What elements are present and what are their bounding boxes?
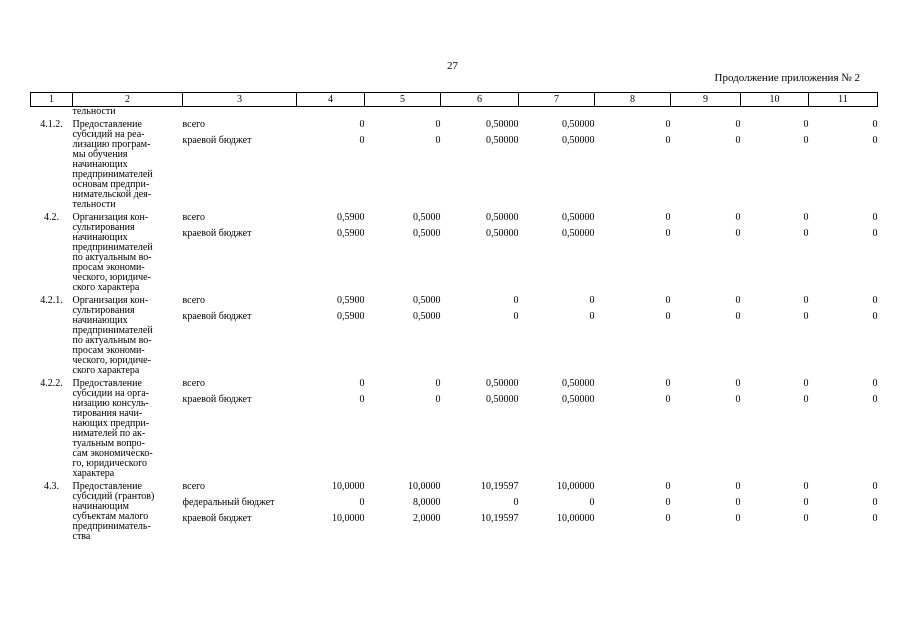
table-row [31, 213, 878, 229]
value-cell-col-5: 10,0000 [408, 481, 441, 492]
item-name-line: мы обучения [72, 149, 128, 160]
value-cell-col-5: 0 [435, 394, 441, 405]
item-name-line: сультирования [72, 305, 135, 316]
value-cell-col-10: 0 [803, 513, 809, 524]
item-name [73, 379, 183, 479]
value-cell-col-9: 0 [735, 513, 741, 524]
item-name-line: предпринимателей [72, 325, 153, 336]
value-cell-col-4: 0,5900 [337, 212, 365, 223]
column-header-11: 11 [809, 93, 878, 107]
page-number: 27 [447, 60, 458, 72]
value-cell-col-8: 0 [665, 394, 671, 405]
value-cell-col-10: 0 [803, 481, 809, 492]
item-name-line: предприниматель- [72, 521, 151, 532]
value-cell-col-8: 0 [665, 513, 671, 524]
item-name-line: характера [72, 468, 115, 479]
item-name-line: тельности [72, 199, 116, 210]
value-cell-col-4: 0 [359, 497, 365, 508]
column-header-7: 7 [519, 93, 595, 107]
value-cell-col-10: 0 [803, 295, 809, 306]
item-name-line: Предоставление [72, 481, 142, 492]
item-name [73, 213, 183, 293]
column-header-8: 8 [595, 93, 671, 107]
value-cell-col-7: 0,50000 [562, 394, 595, 405]
value-cell-col-7: 0,50000 [562, 212, 595, 223]
column-header-6: 6 [441, 93, 519, 107]
value-cell-col-11: 0 [872, 481, 878, 492]
value-cell-col-9: 0 [735, 481, 741, 492]
item-name-line: нимателей по ак- [72, 428, 146, 439]
value-cell-col-6: 0,50000 [486, 228, 519, 239]
item-name-line: ческого, юридиче- [72, 272, 151, 283]
item-name-line: лизацию програм- [72, 139, 151, 150]
value-cell-col-9: 0 [735, 394, 741, 405]
item-name-line: ческого, юридиче- [72, 355, 151, 366]
column-header-5: 5 [365, 93, 441, 107]
appendix-continuation-title: Продолжение приложения № 2 [714, 72, 860, 84]
item-name-line: начинающих [72, 232, 128, 243]
value-cell-col-8: 0 [665, 119, 671, 130]
table-row [31, 120, 878, 136]
funding-source: всего [182, 481, 206, 492]
value-cell-col-5: 0,5000 [413, 311, 441, 322]
value-cell-col-4: 0,5900 [337, 228, 365, 239]
value-cell-col-7: 0 [589, 295, 595, 306]
item-name-line: нимательской дея- [72, 189, 152, 200]
column-header-3: 3 [183, 93, 297, 107]
item-name-line: Организация кон- [72, 212, 149, 223]
value-cell-col-10: 0 [803, 228, 809, 239]
value-cell-col-6: 0,50000 [486, 135, 519, 146]
value-cell-col-8: 0 [665, 311, 671, 322]
value-cell-col-5: 0,5000 [413, 212, 441, 223]
value-cell-col-9: 0 [735, 212, 741, 223]
item-name-line: сультирования [72, 222, 135, 233]
item-name-line: низацию консуль- [72, 398, 149, 409]
value-cell-col-7: 0 [589, 497, 595, 508]
value-cell-col-10: 0 [803, 311, 809, 322]
value-cell-col-8: 0 [665, 228, 671, 239]
continuation-text: тельности [72, 106, 116, 117]
value-cell-col-5: 0,5000 [413, 228, 441, 239]
item-name [73, 120, 183, 210]
value-cell-col-11: 0 [872, 212, 878, 223]
value-cell-col-4: 0 [359, 378, 365, 389]
item-name [73, 296, 183, 376]
value-cell-col-11: 0 [872, 497, 878, 508]
item-name-line: ского характера [72, 282, 140, 293]
value-cell-col-5: 0 [435, 135, 441, 146]
item-name-line: субсидии на орга- [72, 388, 150, 399]
column-header-9: 9 [671, 93, 741, 107]
item-name-line: по актуальным во- [72, 335, 152, 346]
table-header [31, 93, 878, 107]
value-cell-col-4: 0,5900 [337, 295, 365, 306]
item-name-line: просам экономи- [72, 262, 145, 273]
value-cell-col-6: 0,50000 [486, 378, 519, 389]
value-cell-col-5: 2,0000 [413, 513, 441, 524]
item-name-line: просам экономи- [72, 345, 145, 356]
table-row [31, 379, 878, 395]
funding-source: краевой бюджет [182, 135, 252, 146]
column-header-10: 10 [741, 93, 809, 107]
value-cell-col-11: 0 [872, 513, 878, 524]
value-cell-col-6: 10,19597 [481, 481, 519, 492]
value-cell-col-11: 0 [872, 378, 878, 389]
funding-source: федеральный бюджет [182, 497, 275, 508]
value-cell-col-11: 0 [872, 295, 878, 306]
value-cell-col-11: 0 [872, 135, 878, 146]
value-cell-col-4: 0,5900 [337, 311, 365, 322]
value-cell-col-10: 0 [803, 135, 809, 146]
item-name-line: основам предпри- [72, 179, 150, 190]
funding-source: всего [182, 295, 206, 306]
item-name-line: тирования начи- [72, 408, 143, 419]
item-name-line: предпринимателей [72, 169, 153, 180]
item-number: 4.2.1. [40, 295, 63, 306]
value-cell-col-6: 0 [513, 311, 519, 322]
value-cell-col-7: 0,50000 [562, 119, 595, 130]
item-name-line: Предоставление [72, 119, 142, 130]
value-cell-col-8: 0 [665, 378, 671, 389]
value-cell-col-10: 0 [803, 119, 809, 130]
value-cell-col-8: 0 [665, 295, 671, 306]
item-name-line: субсидий на реа- [72, 129, 145, 140]
column-header-2: 2 [73, 93, 183, 107]
table-body [31, 107, 878, 543]
value-cell-col-9: 0 [735, 228, 741, 239]
funding-source: краевой бюджет [182, 311, 252, 322]
value-cell-col-10: 0 [803, 212, 809, 223]
value-cell-col-10: 0 [803, 497, 809, 508]
item-name-line: предпринимателей [72, 242, 153, 253]
item-number: 4.3. [44, 481, 59, 492]
item-name-line: начинающих [72, 315, 128, 326]
column-header-4: 4 [297, 93, 365, 107]
item-number: 4.2.2. [40, 378, 63, 389]
value-cell-col-5: 8,0000 [413, 497, 441, 508]
funding-source: всего [182, 119, 206, 130]
value-cell-col-6: 0,50000 [486, 212, 519, 223]
value-cell-col-7: 10,00000 [557, 481, 595, 492]
value-cell-col-7: 10,00000 [557, 513, 595, 524]
value-cell-col-6: 0,50000 [486, 394, 519, 405]
item-name-line: ства [72, 531, 91, 542]
value-cell-col-9: 0 [735, 295, 741, 306]
value-cell-col-8: 0 [665, 481, 671, 492]
value-cell-col-9: 0 [735, 497, 741, 508]
value-cell-col-7: 0,50000 [562, 135, 595, 146]
value-cell-col-11: 0 [872, 228, 878, 239]
value-cell-col-9: 0 [735, 311, 741, 322]
value-cell-col-8: 0 [665, 135, 671, 146]
value-cell-col-9: 0 [735, 378, 741, 389]
item-name-line: ского характера [72, 365, 140, 376]
value-cell-col-4: 0 [359, 135, 365, 146]
value-cell-col-9: 0 [735, 135, 741, 146]
column-header-1: 1 [31, 93, 73, 107]
funding-source: краевой бюджет [182, 394, 252, 405]
value-cell-col-8: 0 [665, 212, 671, 223]
value-cell-col-10: 0 [803, 394, 809, 405]
item-name [73, 482, 183, 542]
item-name-line: туальным вопро- [72, 438, 145, 449]
value-cell-col-6: 0,50000 [486, 119, 519, 130]
item-name-line: го, юридического [72, 458, 147, 469]
item-name-line: субсидий (грантов) [72, 491, 155, 502]
value-cell-col-4: 10,0000 [332, 513, 365, 524]
item-name-line: Предоставление [72, 378, 142, 389]
value-cell-col-7: 0,50000 [562, 228, 595, 239]
value-cell-col-5: 0 [435, 378, 441, 389]
funding-source: краевой бюджет [182, 228, 252, 239]
item-number: 4.2. [44, 212, 59, 223]
value-cell-col-6: 10,19597 [481, 513, 519, 524]
item-name-line: начинающим [72, 501, 129, 512]
value-cell-col-9: 0 [735, 119, 741, 130]
value-cell-col-5: 0,5000 [413, 295, 441, 306]
funding-source: всего [182, 378, 206, 389]
value-cell-col-5: 0 [435, 119, 441, 130]
value-cell-col-6: 0 [513, 497, 519, 508]
budget-table [30, 92, 878, 542]
item-name-line: Организация кон- [72, 295, 149, 306]
value-cell-col-11: 0 [872, 119, 878, 130]
item-name-line: субъектам малого [72, 511, 149, 522]
value-cell-col-6: 0 [513, 295, 519, 306]
item-name-line: по актуальным во- [72, 252, 152, 263]
value-cell-col-7: 0 [589, 311, 595, 322]
value-cell-col-8: 0 [665, 497, 671, 508]
item-number: 4.1.2. [40, 119, 63, 130]
continuation-row [31, 107, 878, 118]
value-cell-col-10: 0 [803, 378, 809, 389]
table-row [31, 296, 878, 312]
funding-source: краевой бюджет [182, 513, 252, 524]
table-row [31, 482, 878, 498]
value-cell-col-4: 10,0000 [332, 481, 365, 492]
item-name-line: сам экономическо- [72, 448, 153, 459]
value-cell-col-4: 0 [359, 119, 365, 130]
value-cell-col-4: 0 [359, 394, 365, 405]
value-cell-col-7: 0,50000 [562, 378, 595, 389]
value-cell-col-11: 0 [872, 311, 878, 322]
item-name-line: нающих предпри- [72, 418, 150, 429]
value-cell-col-11: 0 [872, 394, 878, 405]
funding-source: всего [182, 212, 206, 223]
item-name-line: начинающих [72, 159, 128, 170]
